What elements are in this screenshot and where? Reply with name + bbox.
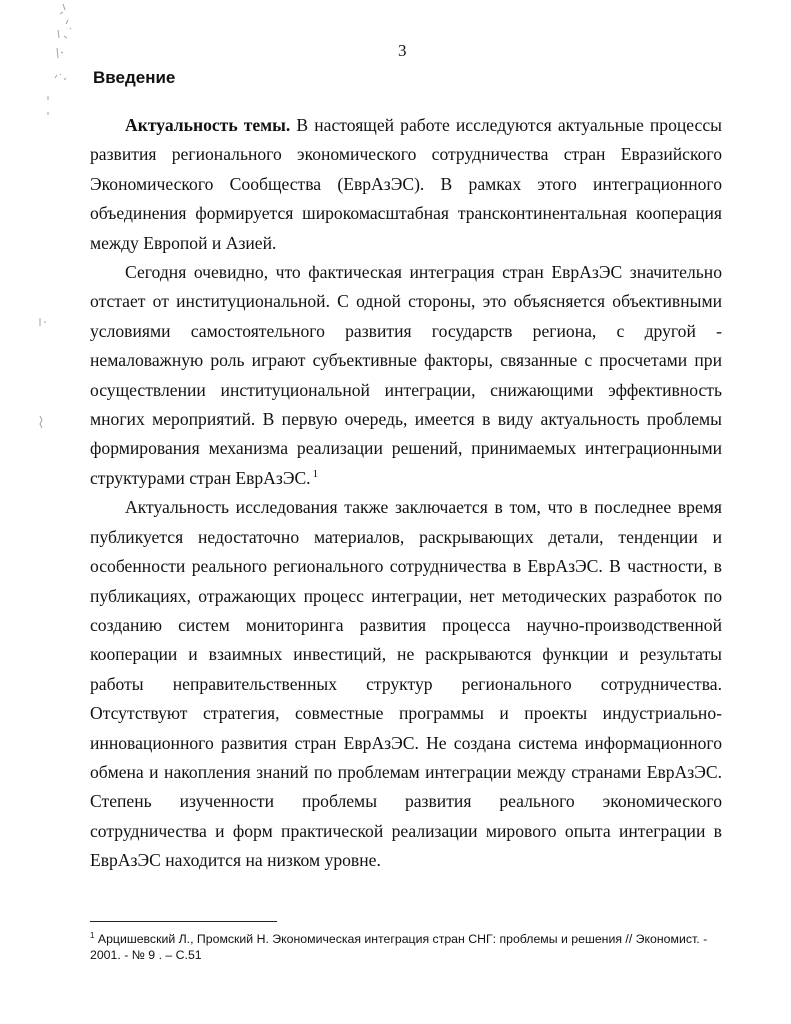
paragraph-2-text: Сегодня очевидно, что фактическая интеграция стран ЕврАзЭС значительно отстает от институциональной. С одной стороны, это объясняется объективными условиями самостоятельного развития государств региона, с другой - немаловажную роль играют субъективные факторы, связанные с просчетами при осуществлении институциональной интеграции, снижающими эффективность многих мероприятий. В первую очередь, имеется в виду актуальность проблемы формирования механизма реализации решений, принимаемых интеграционными структурами стран ЕврАзЭС. <box>90 262 722 488</box>
footnote-marker: 1 <box>90 931 95 940</box>
paragraph-3-text: Актуальность исследования также заключается в том, что в последнее время публикуется недостаточно материалов, раскрывающих детали, тенденции и особенности реального регионального сотрудничества в ЕврАзЭС. В частности, в публикациях, отражающих процесс интеграции, нет методических разработок по созданию систем мониторинга развития процесса научно-производственной кооперации и взаимных инвестиций, не раскрываются функции и результаты работы неправительственных структур регионального сотрудничества. Отсутствуют стратегия, совместные программы и проекты индустриально-инновационного развития стран ЕврАзЭС. Не создана система информационного обмена и накопления знаний по проблемам интеграции между странами ЕврАзЭС. Степень изученности проблемы развития реального экономического сотрудничества и форм практической реализации мирового опыта интеграции в ЕврАзЭС находится на низком уровне. <box>90 497 722 871</box>
relevance-lead: Актуальность темы. <box>125 115 291 135</box>
paragraph-research <box>90 493 722 875</box>
paragraph-integration <box>90 258 722 493</box>
footnote-text: Арцишевский Л., Промский Н. Экономическая интеграция стран СНГ: проблемы и решения // Экономист. - 2001. - № 9 . – С.51 <box>90 932 708 963</box>
page-number: 3 <box>398 41 407 60</box>
paragraph-relevance <box>90 111 722 258</box>
footnote <box>90 928 722 963</box>
footnote-reference: 1 <box>312 467 319 480</box>
body-text <box>90 111 722 876</box>
paragraph-1-text: В настоящей работе исследуются актуальные процессы развития регионального экономического сотрудничества стран Евразийского Экономического Сообщества (ЕврАзЭС). В рамках этого интеграционного объединения формируется широкомасштабная трансконтинентальная кооперация между Европой и Азией. <box>90 115 722 253</box>
section-heading: Введение <box>93 68 176 87</box>
footnote-divider <box>90 921 277 922</box>
